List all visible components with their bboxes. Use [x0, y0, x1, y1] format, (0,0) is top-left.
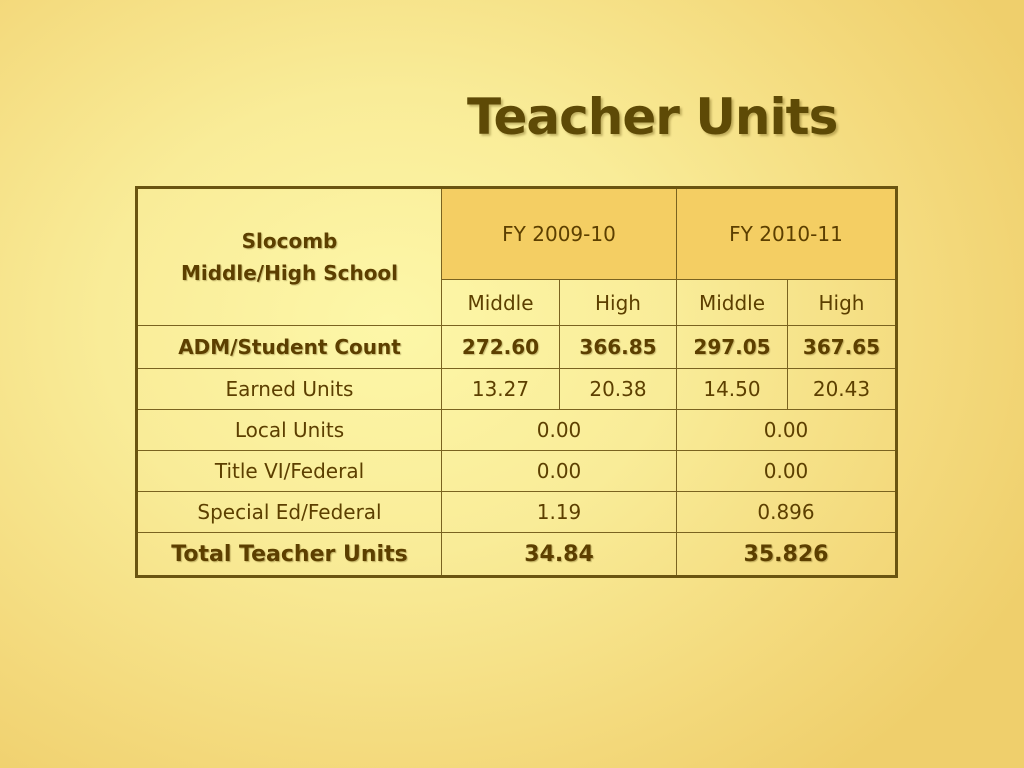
table-cell: 0.896 [677, 492, 897, 533]
table-cell: 14.50 [677, 369, 788, 410]
table-cell: 0.00 [442, 410, 677, 451]
table-cell: 272.60 [442, 326, 560, 369]
table-cell: 20.43 [788, 369, 897, 410]
table-cell: 1.19 [442, 492, 677, 533]
row-label: Local Units [137, 410, 442, 451]
table-cell: 366.85 [560, 326, 677, 369]
row-label: ADM/Student Count [137, 326, 442, 369]
row-label: Title VI/Federal [137, 451, 442, 492]
table-cell: 13.27 [442, 369, 560, 410]
table-cell: 297.05 [677, 326, 788, 369]
table-row [137, 410, 897, 451]
school-name-line2: Middle/High School [180, 261, 399, 285]
total-row [137, 533, 897, 577]
table-row [137, 492, 897, 533]
level-header-middle: Middle [677, 280, 788, 326]
school-name-header [137, 188, 442, 326]
level-header-middle: Middle [442, 280, 560, 326]
teacher-units-table [135, 186, 898, 578]
table-row [137, 451, 897, 492]
table-cell: 0.00 [442, 451, 677, 492]
level-header-high: High [560, 280, 677, 326]
level-header-high: High [788, 280, 897, 326]
row-label: Total Teacher Units [137, 533, 442, 577]
table-cell: 35.826 [677, 533, 897, 577]
fy-header-row [137, 188, 897, 280]
slide-title: Teacher Units [467, 88, 838, 146]
table-row [137, 326, 897, 369]
table-row [137, 369, 897, 410]
table-cell: 20.38 [560, 369, 677, 410]
fy-2010-header: FY 2010-11 [677, 188, 897, 280]
table-cell: 0.00 [677, 410, 897, 451]
table-cell: 367.65 [788, 326, 897, 369]
table-cell: 34.84 [442, 533, 677, 577]
row-label: Special Ed/Federal [137, 492, 442, 533]
row-label: Earned Units [137, 369, 442, 410]
table-cell: 0.00 [677, 451, 897, 492]
school-name-line1: Slocomb [241, 229, 338, 253]
fy-2009-header: FY 2009-10 [442, 188, 677, 280]
